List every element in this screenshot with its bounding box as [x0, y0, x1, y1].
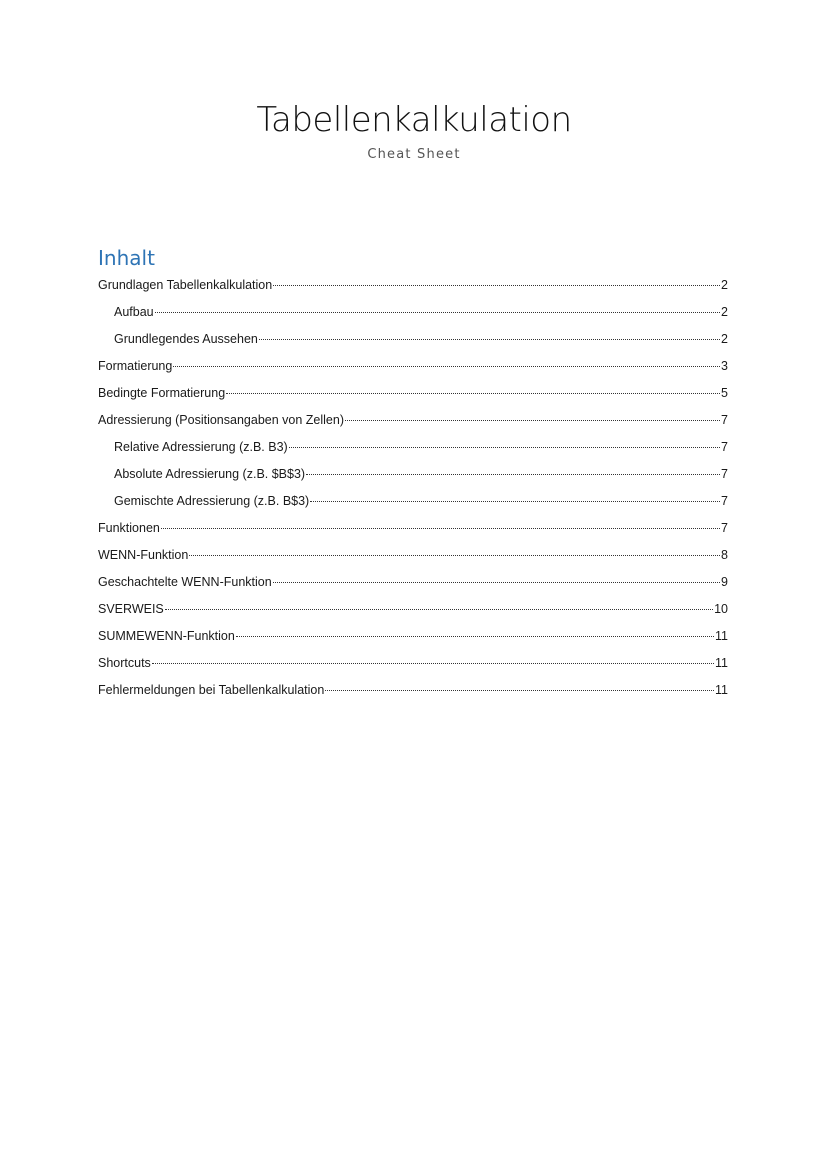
toc-entry-page: 10: [714, 602, 728, 616]
toc-entry-label: Absolute Adressierung (z.B. $B$3): [114, 467, 306, 481]
toc-dot-leader: [189, 555, 720, 556]
toc-dot-leader: [325, 690, 714, 691]
toc-entry-label: Shortcuts: [98, 656, 151, 670]
toc-entry-page: 7: [721, 521, 728, 535]
toc-entry-page: 11: [715, 629, 728, 643]
page-title: Tabellenkalkulation: [256, 100, 572, 140]
toc-dot-leader: [310, 501, 720, 502]
toc-entry-label: Fehlermeldungen bei Tabellenkalkulation: [98, 683, 325, 697]
toc-dot-leader: [273, 285, 720, 286]
toc-dot-leader: [273, 582, 720, 583]
toc-entry-label: Grundlagen Tabellenkalkulation: [98, 278, 273, 292]
toc-entry-label: Formatierung: [98, 359, 173, 373]
toc-dot-leader: [152, 663, 714, 664]
toc-dot-leader: [161, 528, 720, 529]
toc-entry-label: SUMMEWENN-Funktion: [98, 629, 235, 643]
toc-entry[interactable]: [98, 299, 728, 326]
toc-entry-page: 9: [721, 575, 728, 589]
toc-entry[interactable]: [98, 623, 728, 650]
toc-entry-label: Adressierung (Positionsangaben von Zellen): [98, 413, 344, 427]
toc-entry-label: SVERWEIS: [98, 602, 164, 616]
toc-entry-label: Relative Adressierung (z.B. B3): [114, 440, 288, 454]
toc-entry-page: 2: [721, 332, 728, 346]
toc-entry-label: Aufbau: [114, 305, 154, 319]
toc-entry[interactable]: [98, 353, 728, 380]
toc-entry[interactable]: [98, 515, 728, 542]
toc-entry[interactable]: [98, 461, 728, 488]
toc-entry[interactable]: [98, 596, 728, 623]
toc-entry-page: 7: [721, 440, 728, 454]
toc-entry-page: 11: [715, 656, 728, 670]
toc-entry[interactable]: [98, 569, 728, 596]
toc-entry[interactable]: [98, 488, 728, 515]
toc-entry-label: Geschachtelte WENN-Funktion: [98, 575, 272, 589]
toc-entry[interactable]: [98, 326, 728, 353]
table-of-contents: [98, 272, 728, 704]
toc-entry[interactable]: [98, 407, 728, 434]
toc-entry-page: 7: [721, 494, 728, 508]
toc-entry-page: 5: [721, 386, 728, 400]
toc-entry[interactable]: [98, 434, 728, 461]
toc-entry-page: 3: [721, 359, 728, 373]
toc-entry[interactable]: [98, 542, 728, 569]
toc-dot-leader: [345, 420, 720, 421]
toc-dot-leader: [165, 609, 713, 610]
toc-dot-leader: [155, 312, 720, 313]
toc-entry-page: 11: [715, 683, 728, 697]
toc-dot-leader: [259, 339, 720, 340]
toc-entry-label: Funktionen: [98, 521, 160, 535]
toc-entry-page: 2: [721, 305, 728, 319]
toc-entry-page: 8: [721, 548, 728, 562]
toc-entry-page: 7: [721, 413, 728, 427]
toc-dot-leader: [306, 474, 720, 475]
toc-entry[interactable]: [98, 650, 728, 677]
toc-heading: Inhalt: [98, 246, 155, 270]
toc-entry[interactable]: [98, 677, 728, 704]
toc-entry-label: Grundlegendes Aussehen: [114, 332, 258, 346]
toc-entry-label: Bedingte Formatierung: [98, 386, 226, 400]
toc-entry-page: 2: [721, 278, 728, 292]
toc-dot-leader: [289, 447, 720, 448]
toc-dot-leader: [226, 393, 720, 394]
toc-entry[interactable]: [98, 380, 728, 407]
toc-entry-label: WENN-Funktion: [98, 548, 189, 562]
toc-dot-leader: [173, 366, 720, 367]
toc-dot-leader: [236, 636, 714, 637]
toc-entry-label: Gemischte Adressierung (z.B. B$3): [114, 494, 310, 508]
page-subtitle: Cheat Sheet: [367, 147, 461, 162]
toc-entry-page: 7: [721, 467, 728, 481]
toc-entry[interactable]: [98, 272, 728, 299]
